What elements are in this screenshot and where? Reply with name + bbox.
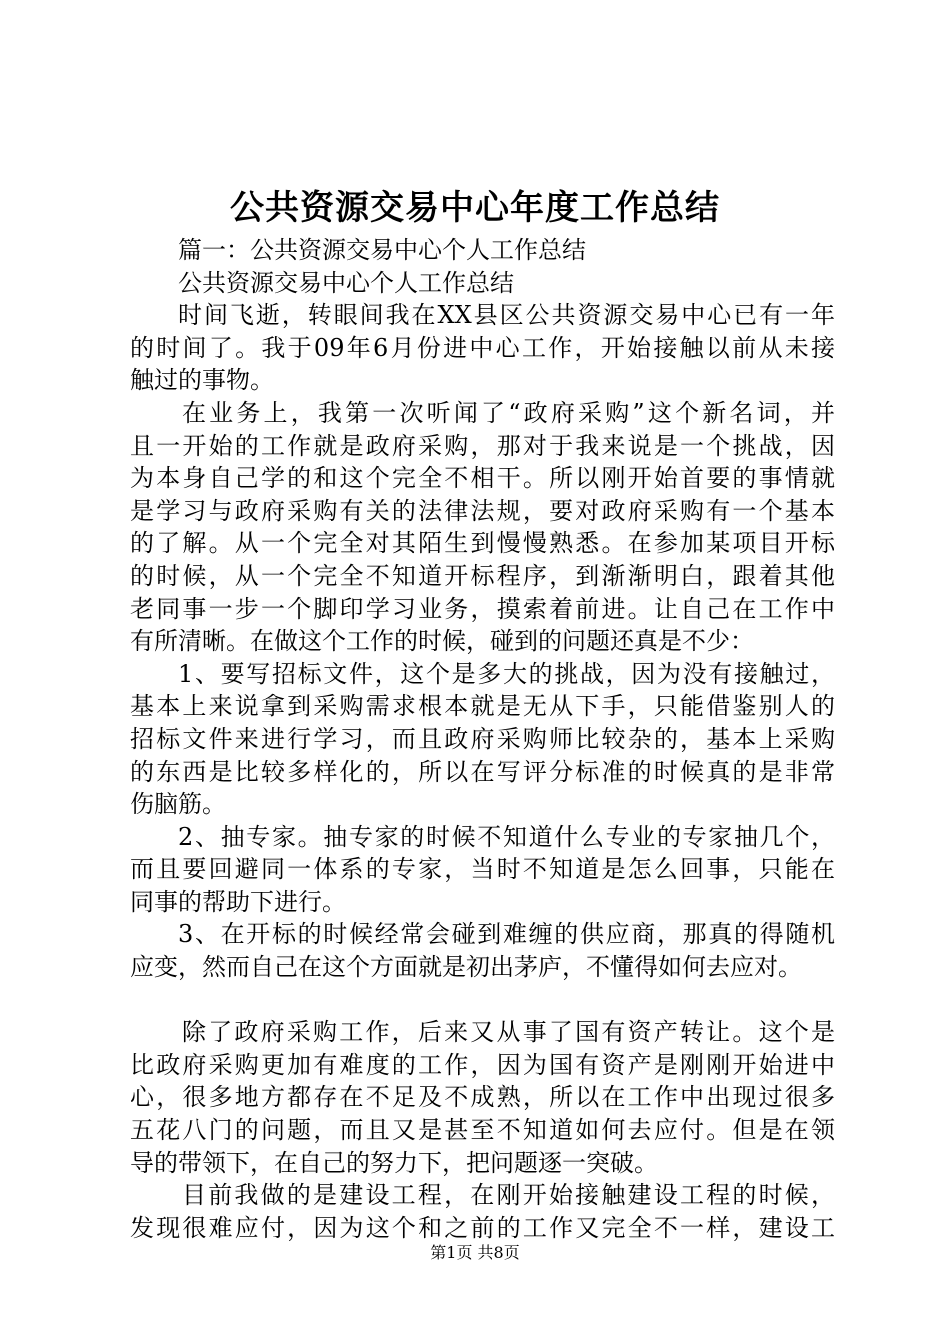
paragraph-line: 为本身自己学的和这个完全不相干。所以刚开始首要的事情就 (130, 464, 835, 493)
paragraph-line: 的时候，从一个完全不知道开标程序，到渐渐明白，跟着其他 (130, 561, 835, 590)
paragraph-line: 导的带领下，在自己的努力下，把问题逐一突破。 (130, 1148, 658, 1177)
paragraph-line: 时间飞逝，转眼间我在XX县区公共资源交易中心已有一年 (178, 301, 835, 330)
paragraph-line: 触过的事物。 (130, 366, 274, 395)
paragraph-line: 心，很多地方都存在不足及不成熟，所以在工作中出现过很多 (130, 1083, 835, 1112)
paragraph-line: 1、要写招标文件，这个是多大的挑战，因为没有接触过， (178, 659, 835, 688)
paragraph-spacer (130, 984, 835, 1017)
paragraph-line: 2、抽专家。抽专家的时候不知道什么专业的专家抽几个， (178, 822, 835, 851)
paragraph-line: 3、在开标的时候经常会碰到难缠的供应商，那真的得随机 (178, 920, 835, 949)
paragraph-line: 老同事一步一个脚印学习业务，摸索着前进。让自己在工作中 (130, 594, 835, 623)
paragraph-line: 而且要回避同一体系的专家，当时不知道是怎么回事，只能在 (130, 855, 835, 884)
paragraph-line: 比政府采购更加有难度的工作，因为国有资产是刚刚开始进中 (130, 1050, 835, 1079)
paragraph-line: 除了政府采购工作，后来又从事了国有资产转让。这个是 (182, 1018, 835, 1047)
paragraph-line: 伤脑筋。 (130, 790, 226, 819)
section-heading: 篇一：公共资源交易中心个人工作总结 (178, 236, 586, 264)
paragraph-line: 的了解。从一个完全对其陌生到慢慢熟悉。在参加某项目开标 (130, 529, 835, 558)
document-body (130, 234, 835, 1244)
paragraph-line: 的东西是比较多样化的，所以在写评分标准的时候真的是非常 (130, 757, 835, 786)
page-footer: 第1页 共8页 (430, 1243, 520, 1262)
paragraph-line: 基本上来说拿到采购需求根本就是无从下手，只能借鉴别人的 (130, 692, 835, 721)
paragraph-line: 在业务上，我第一次听闻了“政府采购”这个新名词，并 (182, 398, 835, 427)
subsection-heading: 公共资源交易中心个人工作总结 (178, 268, 514, 297)
paragraph-line: 同事的帮助下进行。 (130, 887, 346, 916)
paragraph-line: 招标文件来进行学习，而且政府采购师比较杂的，基本上采购 (130, 724, 835, 753)
document-title: 公共资源交易中心年度工作总结 (230, 188, 720, 228)
paragraph-line: 且一开始的工作就是政府采购，那对于我来说是一个挑战，因 (130, 431, 835, 460)
paragraph-line: 有所清晰。在做这个工作的时候，碰到的问题还真是不少： (130, 627, 754, 656)
paragraph-line: 是学习与政府采购有关的法律法规，要对政府采购有一个基本 (130, 496, 835, 525)
paragraph-line: 目前我做的是建设工程，在刚开始接触建设工程的时候， (182, 1181, 835, 1210)
paragraph-line: 应变，然而自己在这个方面就是初出茅庐，不懂得如何去应对。 (130, 953, 802, 982)
paragraph-line: 发现很难应付，因为这个和之前的工作又完全不一样，建设工 (130, 1213, 835, 1242)
paragraph-line: 的时间了。我于09年6月份进中心工作，开始接触以前从未接 (130, 333, 835, 362)
paragraph-line: 五花八门的问题，而且又是甚至不知道如何去应付。但是在领 (130, 1116, 835, 1145)
